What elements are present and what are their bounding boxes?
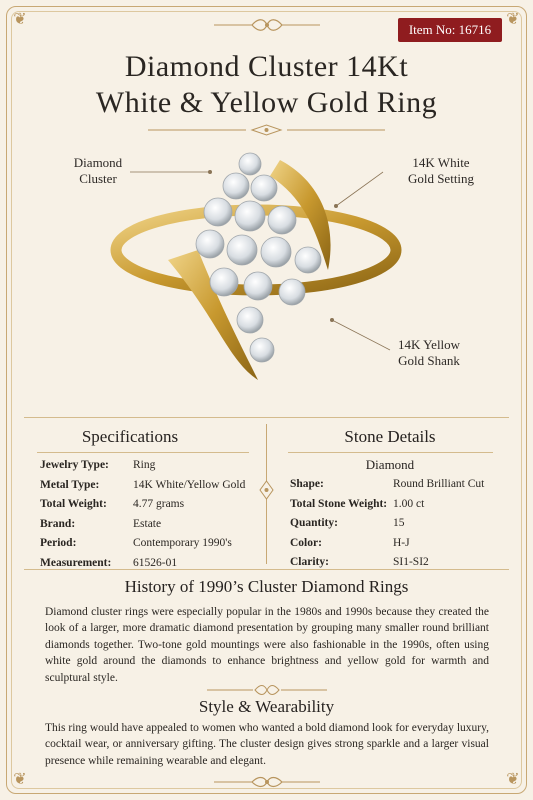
spec-row: Period: Contemporary 1990's bbox=[40, 537, 232, 550]
stone-row: Quantity: 15 bbox=[290, 517, 405, 530]
stone-details-heading: Stone Details bbox=[344, 427, 436, 446]
stone-row: Shape: Round Brilliant Cut bbox=[290, 478, 485, 490]
corner-ornament-icon: ❦ bbox=[13, 771, 27, 788]
specifications-heading: Specifications bbox=[81, 427, 179, 446]
history-heading: History of 1990’s Cluster Diamond Rings bbox=[124, 577, 409, 596]
section-divider bbox=[24, 417, 509, 418]
stone-row: Clarity: SI1-SI2 bbox=[290, 556, 429, 569]
specifications-rule bbox=[37, 452, 249, 453]
center-ornament-icon bbox=[258, 480, 275, 500]
corner-ornament-icon: ❦ bbox=[506, 11, 520, 28]
callout-white-gold-setting: 14K White Gold Setting bbox=[407, 155, 475, 186]
title-line-1: Diamond Cluster 14Kt bbox=[124, 50, 409, 83]
top-flourish-icon bbox=[212, 16, 322, 34]
callout-diamond-cluster: Diamond Cluster bbox=[73, 155, 123, 186]
bottom-flourish-icon bbox=[212, 774, 322, 790]
spec-row: Brand: Estate bbox=[40, 517, 162, 530]
callout-yellow-gold-shank: 14K Yellow Gold Shank bbox=[397, 337, 461, 368]
stone-subheading: Diamond bbox=[365, 457, 415, 472]
style-paragraph: This ring would have appealed to women who wanted a bold diamond look for everyday luxury, cocktail wear, or anniversary gifting. The cluster design gives strong sparkle and a larger visual presence while remaining wearable and elegant. bbox=[45, 722, 489, 767]
stone-row: Color: H-J bbox=[290, 536, 410, 549]
title-divider-icon bbox=[148, 124, 385, 136]
item-number-badge: Item No: 16716 bbox=[398, 18, 502, 42]
title-line-2: White & Yellow Gold Ring bbox=[95, 86, 438, 119]
stone-row: Total Stone Weight: 1.00 ct bbox=[290, 497, 425, 510]
style-divider-icon bbox=[207, 683, 327, 697]
spec-row: Measurement: 61526-01 bbox=[40, 556, 178, 569]
corner-ornament-icon: ❦ bbox=[13, 11, 27, 28]
style-heading: Style & Wearability bbox=[198, 697, 335, 716]
specifications-table bbox=[40, 456, 260, 574]
stone-details-rule bbox=[288, 452, 493, 453]
corner-ornament-icon: ❦ bbox=[506, 771, 520, 788]
spec-row: Metal Type: 14K White/Yellow Gold bbox=[40, 478, 246, 491]
stone-details-table bbox=[290, 475, 500, 573]
section-divider bbox=[24, 569, 509, 570]
spec-row: Jewelry Type: Ring bbox=[40, 459, 156, 471]
history-paragraph: Diamond cluster rings were especially popular in the 1980s and 1990s because they created the look of a larger, more dramatic diamond presentation by grouping many smaller round brilliant diamonds together. Two-tone gold mountings were also fashionable in the 1990s, often using white gold around the diamonds to enhance brightness and yellow gold for warmth and sculptural style. bbox=[45, 606, 489, 684]
page-title bbox=[0, 49, 533, 121]
spec-row: Total Weight: 4.77 grams bbox=[40, 498, 185, 511]
